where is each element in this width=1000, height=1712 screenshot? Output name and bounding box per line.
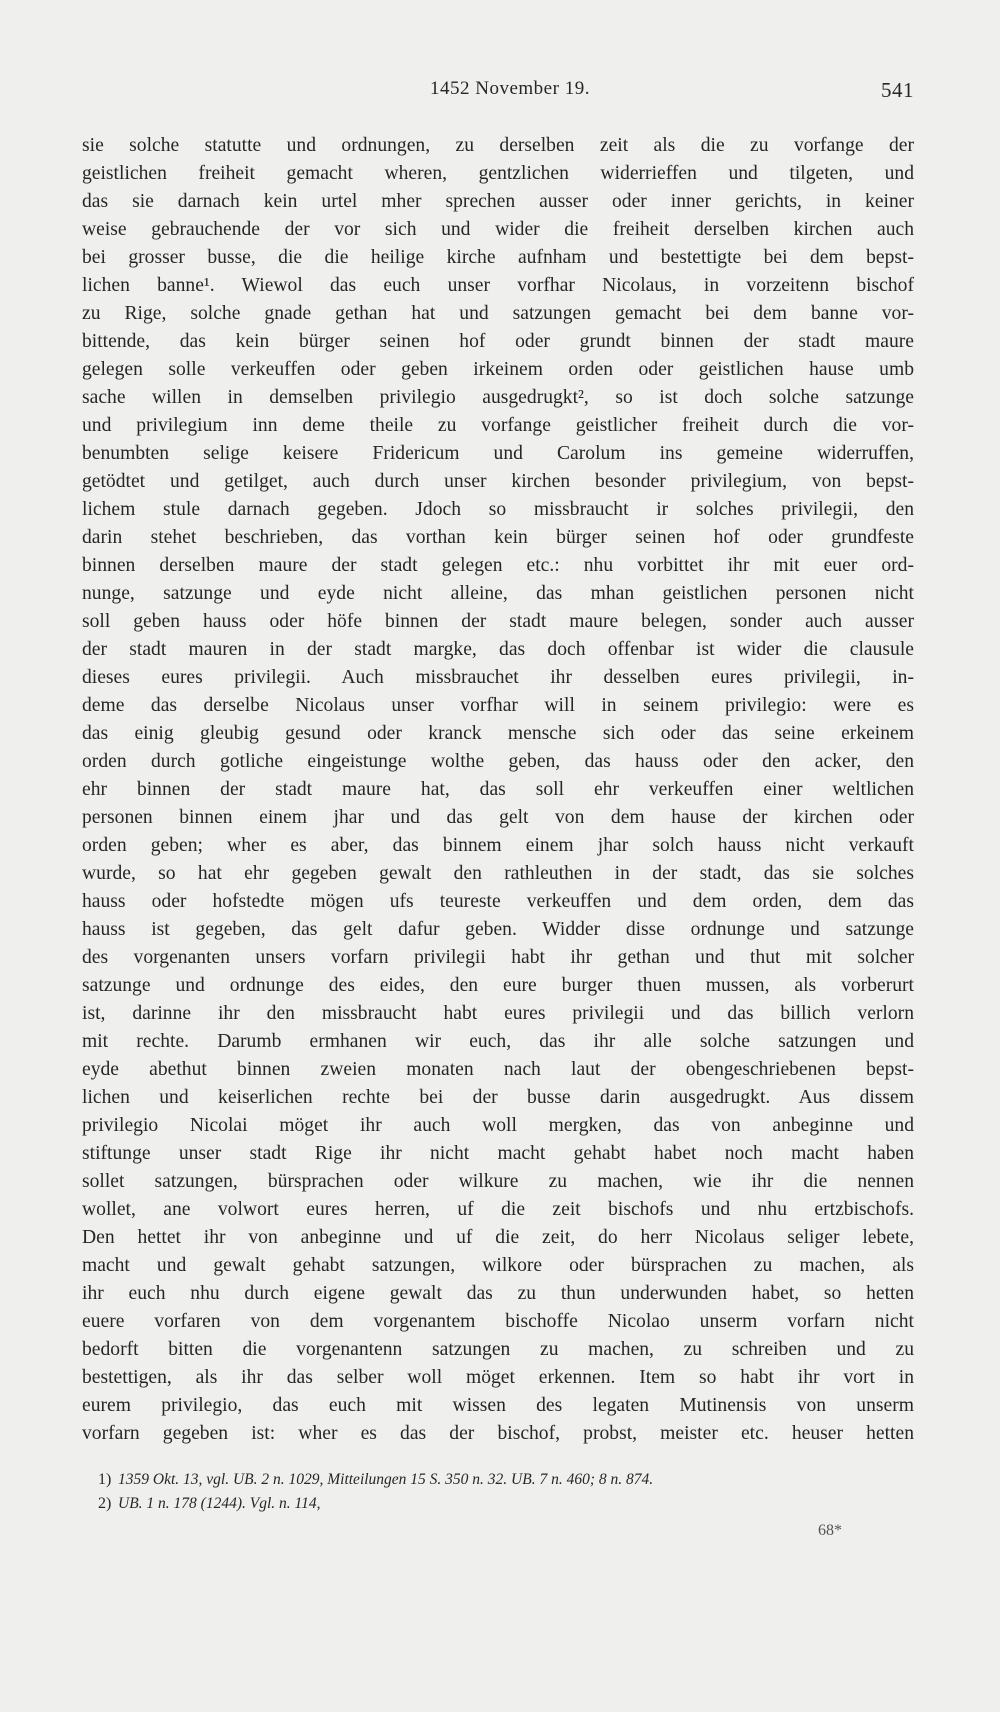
text-line: mit rechte. Darumb ermhanen wir euch, das ihr alle solche satzungen und — [82, 1031, 914, 1052]
text-line: geistlichen freiheit gemacht wheren, gentzlichen widerrieffen und tilgeten, und — [82, 163, 914, 184]
text-line: ihr euch nhu durch eigene gewalt das zu thun underwunden habet, so hetten — [82, 1283, 914, 1304]
footnote-number: 1) — [98, 1471, 112, 1488]
text-line: macht und gewalt gehabt satzungen, wilkore oder bürsprachen zu machen, als — [82, 1255, 914, 1276]
text-line: benumbten selige keisere Fridericum und Carolum ins gemeine widerruffen, — [82, 443, 914, 464]
text-line: vorfarn gegeben ist: wher es das der bischof, probst, meister etc. heuser hetten — [82, 1423, 914, 1444]
text-line: bedorft bitten die vorgenantenn satzungen zu machen, zu schreiben und zu — [82, 1339, 914, 1360]
text-line: stiftunge unser stadt Rige ihr nicht macht gehabt habet noch macht haben — [82, 1143, 914, 1164]
footnote-text: UB. 1 n. 178 (1244). Vgl. n. 114, — [118, 1495, 321, 1512]
page-number: 541 — [881, 78, 914, 102]
text-line: nunge, satzunge und eyde nicht alleine, das mhan geistlichen personen nicht — [82, 583, 914, 604]
text-line: ist, darinne ihr den missbraucht habt eures privilegii und das billich verlorn — [82, 1003, 914, 1024]
text-line: lichen banne¹. Wiewol das euch unser vorfhar Nicolaus, in vorzeitenn bischof — [82, 275, 914, 296]
text-line: weise gebrauchende der vor sich und wider die freiheit derselben kirchen auch — [82, 219, 914, 240]
text-line: getödtet und getilget, auch durch unser kirchen besonder privilegium, von bepst- — [82, 471, 914, 492]
text-line: euere vorfaren von dem vorgenantem bischoffe Nicolao unserm vorfarn nicht — [82, 1311, 914, 1332]
signature-mark: 68* — [818, 1522, 842, 1539]
text-line: lichem stule darnach gegeben. Jdoch so missbraucht ir solches privilegii, den — [82, 499, 914, 520]
text-line: gelegen solle verkeuffen oder geben irkeinem orden oder geistlichen hause umb — [82, 359, 914, 380]
text-line: das einig gleubig gesund oder kranck mensche sich oder das seine erkeinem — [82, 723, 914, 744]
text-line: sie solche statutte und ordnungen, zu derselben zeit als die zu vorfange der — [82, 135, 914, 156]
text-line: sache willen in demselben privilegio ausgedrugkt², so ist doch solche satzunge — [82, 387, 914, 408]
text-line: soll geben hauss oder höfe binnen der stadt maure belegen, sonder auch ausser — [82, 611, 914, 632]
text-line: privilegio Nicolai möget ihr auch woll mergken, das von anbeginne und — [82, 1115, 914, 1136]
text-line: lichen und keiserlichen rechte bei der busse darin ausgedrugkt. Aus dissem — [82, 1087, 914, 1108]
text-line: dieses eures privilegii. Auch missbrauchet ihr desselben eures privilegii, in- — [82, 667, 914, 688]
text-line: darin stehet beschrieben, das vorthan kein bürger seinen hof oder grundfeste — [82, 527, 914, 548]
text-line: des vorgenanten unsers vorfarn privilegii habt ihr gethan und thut mit solcher — [82, 947, 914, 968]
text-line: eyde abethut binnen zweien monaten nach laut der obengeschriebenen bepst- — [82, 1059, 914, 1080]
text-line: wollet, ane volwort eures herren, uf die zeit bischofs und nhu ertzbischofs. — [82, 1199, 914, 1220]
header-date: 1452 November 19. — [430, 78, 590, 99]
text-line: hauss ist gegeben, das gelt dafur geben. Widder disse ordnunge und satzunge — [82, 919, 914, 940]
text-line: satzunge und ordnunge des eides, den eure burger thuen mussen, als vorberurt — [82, 975, 914, 996]
body-text — [82, 132, 914, 1448]
text-line: bestettigen, als ihr das selber woll möget erkennen. Item so habt ihr vort in — [82, 1367, 914, 1388]
text-line: deme das derselbe Nicolaus unser vorfhar will in seinem privilegio: were es — [82, 695, 914, 716]
text-line: zu Rige, solche gnade gethan hat und satzungen gemacht bei dem banne vor- — [82, 303, 914, 324]
text-line: eurem privilegio, das euch mit wissen des legaten Mutinensis von unserm — [82, 1395, 914, 1416]
text-line: binnen derselben maure der stadt gelegen etc.: nhu vorbittet ihr mit euer ord- — [82, 555, 914, 576]
footnote-number: 2) — [98, 1495, 112, 1512]
text-line: sollet satzungen, bürsprachen oder wilkure zu machen, wie ihr die nennen — [82, 1171, 914, 1192]
page-header — [82, 78, 914, 106]
text-line: ehr binnen der stadt maure hat, das soll ehr verkeuffen einer weltlichen — [82, 779, 914, 800]
text-line: das sie darnach kein urtel mher sprechen ausser oder inner gerichts, in keiner — [82, 191, 914, 212]
footnote — [98, 1468, 918, 1492]
text-line: bei grosser busse, die die heilige kirche aufnham und bestettigte bei dem bepst- — [82, 247, 914, 268]
text-line: und privilegium inn deme theile zu vorfange geistlicher freiheit durch die vor- — [82, 415, 914, 436]
text-line: Den hettet ihr von anbeginne und uf die zeit, do herr Nicolaus seliger lebete, — [82, 1227, 914, 1248]
text-line: orden geben; wher es aber, das binnem einem jhar solch hauss nicht verkauft — [82, 835, 914, 856]
footnote-text: 1359 Okt. 13, vgl. UB. 2 n. 1029, Mitteilungen 15 S. 350 n. 32. UB. 7 n. 460; 8 n. 874. — [118, 1471, 654, 1488]
text-line: orden durch gotliche eingeistunge wolthe geben, das hauss oder den acker, den — [82, 751, 914, 772]
text-line: personen binnen einem jhar und das gelt von dem hause der kirchen oder — [82, 807, 914, 828]
text-line: der stadt mauren in der stadt margke, das doch offenbar ist wider die clausule — [82, 639, 914, 660]
text-line: hauss oder hofstedte mögen ufs teureste verkeuffen und dem orden, dem das — [82, 891, 914, 912]
footnote — [98, 1492, 918, 1516]
text-line: bittende, das kein bürger seinen hof oder grundt binnen der stadt maure — [82, 331, 914, 352]
footnotes — [98, 1468, 918, 1516]
text-line: wurde, so hat ehr gegeben gewalt den rathleuthen in der stadt, das sie solches — [82, 863, 914, 884]
